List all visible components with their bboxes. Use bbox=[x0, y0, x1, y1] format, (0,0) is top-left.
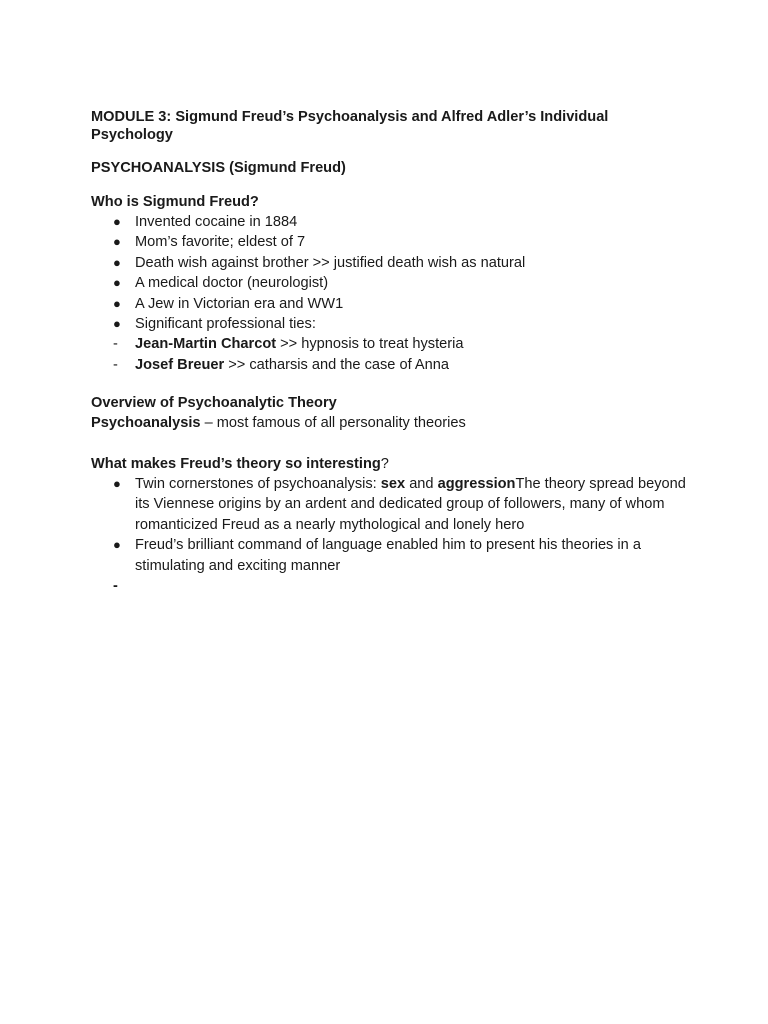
bullet-icon: ● bbox=[113, 316, 121, 332]
list-item: ● A Jew in Victorian era and WW1 bbox=[91, 294, 691, 314]
overview-definition: Psychoanalysis – most famous of all personality theories bbox=[91, 415, 466, 432]
bullet-icon: ● bbox=[113, 234, 121, 250]
tie-name: Jean-Martin Charcot bbox=[135, 336, 277, 353]
list-item: - Jean-Martin Charcot >> hypnosis to treat hysteria bbox=[91, 334, 691, 354]
bullet-icon: ● bbox=[113, 275, 121, 291]
list-item: ● Death wish against brother >> justified death wish as natural bbox=[91, 253, 691, 273]
list-item: ● Twin cornerstones of psychoanalysis: sex and aggressionThe theory spread beyond its Viennese origins by an ardent and dedicated group of followers, many of whom romanticized Freud as a nearly mythological and lonely hero bbox=[113, 476, 686, 533]
section-title: PSYCHOANALYSIS (Sigmund Freud) bbox=[91, 160, 346, 176]
tie-name: Josef Breuer bbox=[135, 356, 225, 373]
bullet-icon: ● bbox=[113, 537, 121, 553]
dash-icon: - bbox=[113, 336, 118, 353]
list-item bbox=[91, 576, 691, 596]
bullet-icon: ● bbox=[113, 295, 121, 311]
interesting-list bbox=[91, 474, 691, 596]
dash-icon: - bbox=[113, 578, 118, 595]
document-page bbox=[91, 108, 691, 597]
list-item: ● Significant professional ties: bbox=[91, 314, 691, 334]
list-item: - Josef Breuer >> catharsis and the case of Anna bbox=[91, 355, 691, 375]
list-item: ● A medical doctor (neurologist) bbox=[91, 273, 691, 293]
overview-term: Psychoanalysis bbox=[91, 415, 201, 432]
dash-icon: - bbox=[113, 356, 118, 373]
interesting-heading: What makes Freud’s theory so interesting? bbox=[91, 455, 389, 472]
module-title: MODULE 3: Sigmund Freud’s Psychoanalysis and Alfred Adler’s Individual Psychology bbox=[91, 109, 609, 143]
overview-heading: Overview of Psychoanalytic Theory bbox=[91, 395, 337, 412]
bullet-icon: ● bbox=[113, 254, 121, 270]
who-heading: Who is Sigmund Freud? bbox=[91, 194, 259, 210]
who-list bbox=[91, 212, 691, 375]
bullet-icon: ● bbox=[113, 476, 121, 492]
list-item: ● Mom’s favorite; eldest of 7 bbox=[91, 232, 691, 252]
list-item: ● Invented cocaine in 1884 bbox=[91, 212, 691, 232]
bullet-icon: ● bbox=[113, 214, 121, 229]
list-item: ● Freud’s brilliant command of language enabled him to present his theories in a stimulating and exciting manner bbox=[113, 537, 641, 574]
